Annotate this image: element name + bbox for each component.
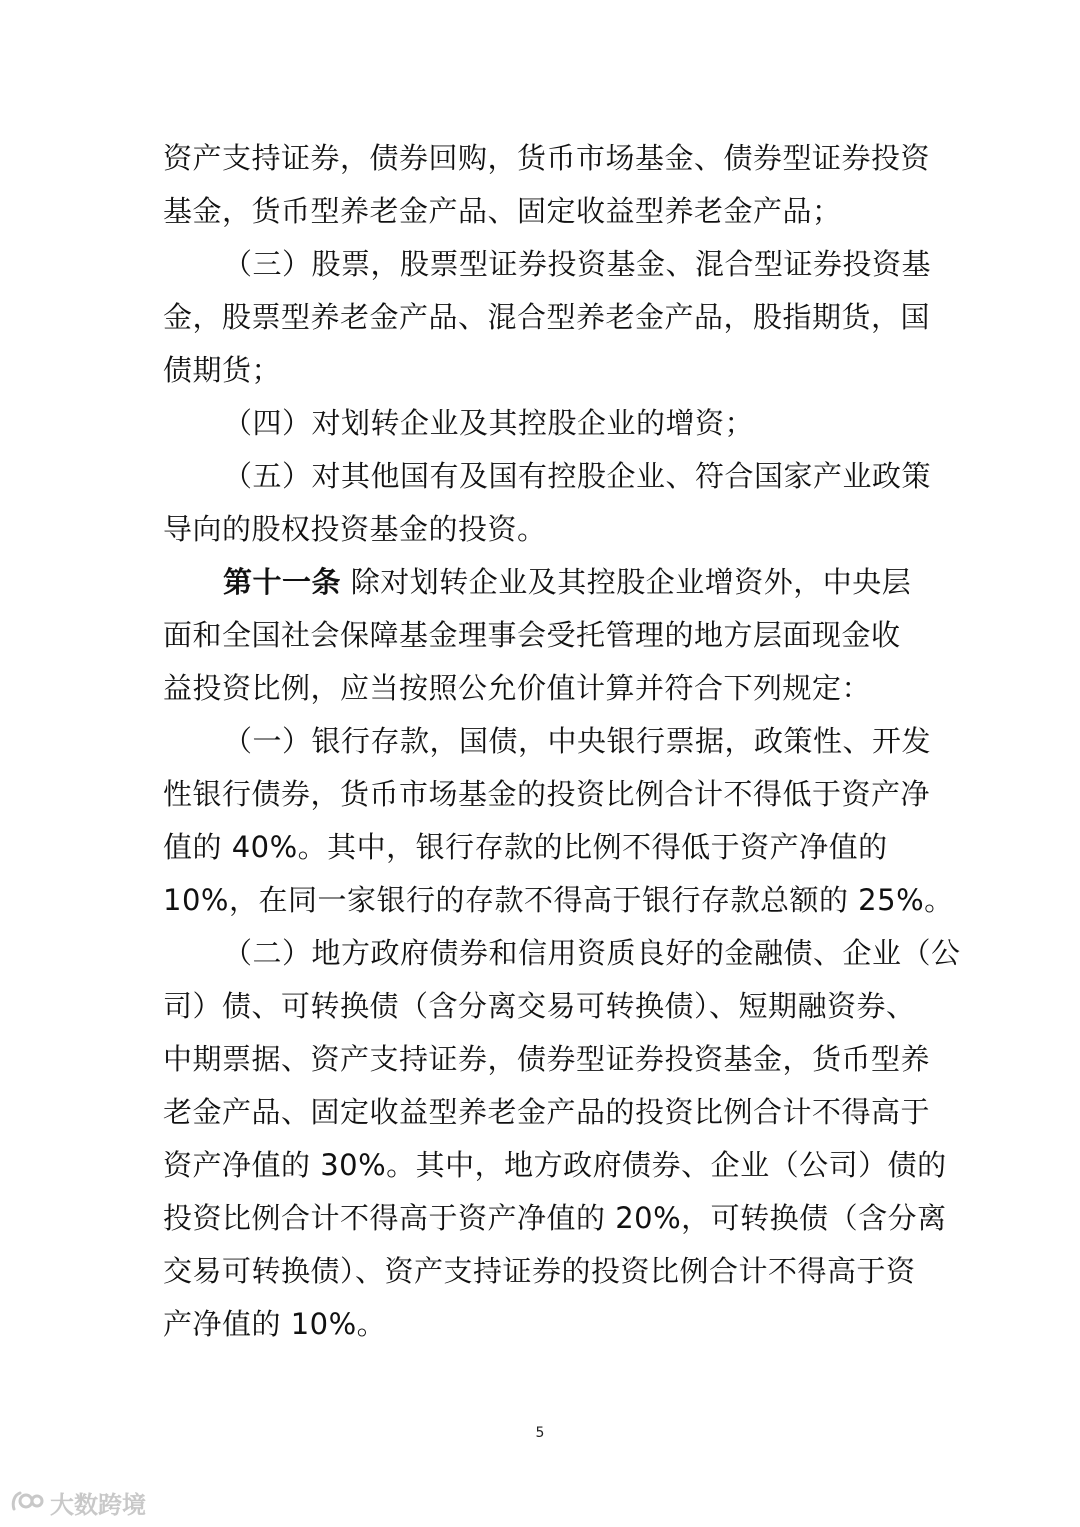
text-line	[163, 238, 932, 291]
text-line-content: 益投资比例，应当按照公允价值计算并符合下列规定：	[163, 671, 872, 705]
text-line	[163, 291, 931, 344]
text-line-content: （一）银行存款，国债，中央银行票据，政策性、开发	[223, 724, 932, 758]
text-line-content: 债期货；	[163, 353, 282, 387]
text-line-content: 资产净值的 30%。其中，地方政府债券、企业（公司）债的	[163, 1148, 947, 1182]
text-line-content: 性银行债券，货币市场基金的投资比例合计不得低于资产净	[163, 777, 931, 811]
text-line-content: （五）对其他国有及国有控股企业、符合国家产业政策	[223, 459, 932, 493]
text-line	[163, 1298, 919, 1351]
text-line	[163, 1033, 931, 1086]
text-line-content: 金，股票型养老金产品、混合型养老金产品，股指期货，国	[163, 300, 931, 334]
text-line-content: 司）债、可转换债（含分离交易可转换债）、短期融资券、	[163, 989, 916, 1023]
text-line	[163, 1086, 931, 1139]
text-line-content: 中期票据、资产支持证券，债券型证券投资基金，货币型养	[163, 1042, 931, 1076]
text-line	[163, 980, 919, 1033]
text-line	[163, 503, 919, 556]
text-line-content: 10%，在同一家银行的存款不得高于银行存款总额的 25%。	[163, 883, 954, 917]
text-line-content: （四）对划转企业及其控股企业的增资；	[223, 406, 755, 440]
text-line-content: 资产支持证券，债券回购，货币市场基金、债券型证券投资	[163, 141, 931, 175]
text-line	[163, 1139, 947, 1192]
text-line	[163, 185, 919, 238]
text-line-content: 除对划转企业及其控股企业增资外，中央层	[350, 565, 912, 599]
text-line	[163, 344, 919, 397]
article-heading: 第十一条	[223, 565, 342, 599]
text-line	[163, 768, 931, 821]
text-line	[163, 132, 931, 185]
text-line-content: 老金产品、固定收益型养老金产品的投资比例合计不得高于	[163, 1095, 931, 1129]
document-body	[163, 132, 961, 1351]
text-line-content: 值的 40%。其中，银行存款的比例不得低于资产净值的	[163, 830, 888, 864]
text-line	[163, 821, 919, 874]
text-line	[163, 609, 919, 662]
text-line-content: 交易可转换债）、资产支持证券的投资比例合计不得高于资	[163, 1254, 916, 1288]
text-line	[163, 715, 932, 768]
page-number: 5	[535, 1425, 545, 1441]
text-line	[163, 927, 961, 980]
text-line	[163, 662, 919, 715]
text-line	[163, 450, 932, 503]
text-line-content: （三）股票，股票型证券投资基金、混合型证券投资基	[223, 247, 932, 281]
watermark-text: 大数跨境	[50, 1490, 146, 1519]
text-line-content: 基金，货币型养老金产品、固定收益型养老金产品；	[163, 194, 842, 228]
text-line	[163, 556, 919, 609]
text-line-content: 导向的股权投资基金的投资。	[163, 512, 547, 546]
text-line	[163, 874, 954, 927]
text-line-content: （二）地方政府债券和信用资质良好的金融债、企业（公	[223, 936, 961, 970]
text-line	[163, 1192, 947, 1245]
text-line-content: 产净值的 10%。	[163, 1307, 387, 1341]
watermark	[10, 1486, 146, 1518]
watermark-logo-icon	[10, 1489, 44, 1515]
text-line	[163, 1245, 919, 1298]
text-line	[163, 397, 919, 450]
text-line-content: 面和全国社会保障基金理事会受托管理的地方层面现金收	[163, 618, 901, 652]
text-line-content: 投资比例合计不得高于资产净值的 20%，可转换债（含分离	[163, 1201, 947, 1235]
